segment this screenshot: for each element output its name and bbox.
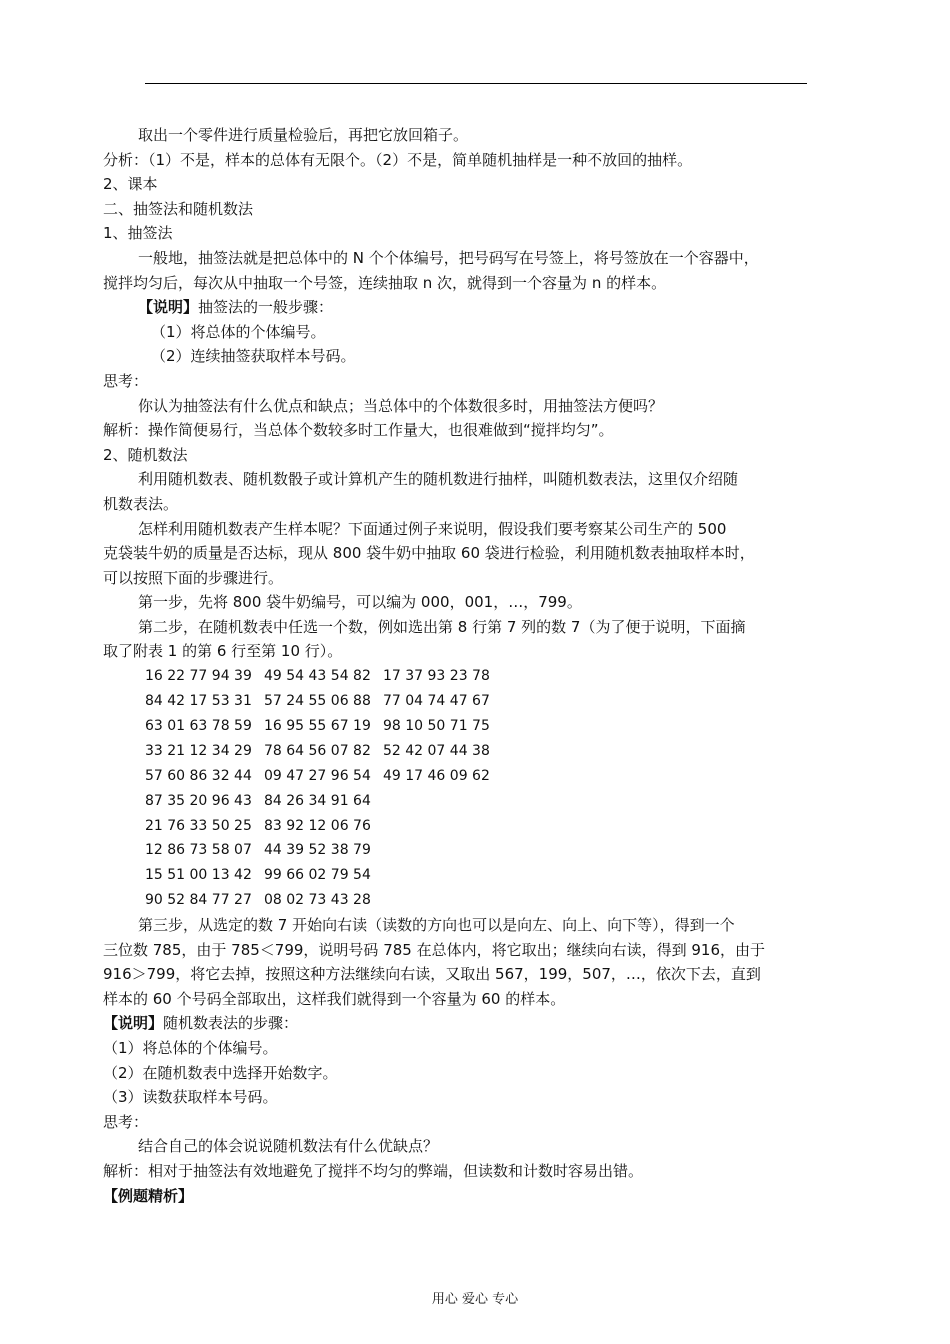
table-cell: 63 01 63 78 59 [145, 717, 252, 734]
random-number-table [145, 664, 502, 913]
table-row [145, 863, 502, 888]
table-cell: 15 51 00 13 42 [145, 867, 252, 884]
note-text: 抽签法的一般步骤： [198, 298, 334, 317]
table-cell [383, 838, 502, 863]
step-three-line: 三位数 785，由于 785＜799，说明号码 785 在总体内，将它取出；继续向右读，得到 916，由于 [103, 940, 765, 959]
section-textbook: 2、课本 [103, 175, 158, 194]
table-row [145, 664, 502, 689]
table-cell: 83 92 12 06 76 [264, 817, 371, 834]
random-paragraph-line: 可以按照下面的步骤进行。 [103, 568, 284, 587]
table-cell: 87 35 20 96 43 [145, 792, 252, 809]
random-paragraph-line: 机数表法。 [103, 494, 179, 513]
table-cell [383, 888, 502, 913]
table-cell [383, 789, 502, 814]
random-paragraph-line: 怎样利用随机数表产生样本呢？下面通过例子来说明，假设我们要考察某公司生产的 500 [138, 519, 727, 538]
analysis-paragraph: 分析：（1）不是，样本的总体有无限个。（2）不是，简单随机抽样是一种不放回的抽样。 [103, 150, 693, 169]
table-cell: 84 26 34 91 64 [264, 792, 371, 809]
table-row [145, 764, 502, 789]
lottery-step: （1）将总体的个体编号。 [151, 322, 326, 341]
table-row [145, 888, 502, 913]
table-cell: 21 76 33 50 25 [145, 817, 252, 834]
random-step: （3）读数获取样本号码。 [103, 1088, 278, 1107]
table-cell: 09 47 27 96 54 [264, 767, 371, 784]
lottery-heading: 1、抽签法 [103, 224, 173, 243]
table-cell: 12 86 73 58 07 [145, 842, 252, 859]
step-three-line: 916＞799，将它去掉，按照这种方法继续向右读，又取出 567，199，507，…，依次下去，直到 [103, 965, 761, 984]
lottery-definition-line: 搅拌均匀后，每次从中抽取一个号签，连续抽取 n 次，就得到一个容量为 n 的样本。 [103, 273, 667, 292]
intro-line: 取出一个零件进行质量检验后，再把它放回箱子。 [138, 126, 469, 144]
table-cell: 84 42 17 53 31 [145, 693, 252, 710]
random-step: （2）在随机数表中选择开始数字。 [103, 1063, 338, 1082]
example-heading [103, 1184, 823, 1209]
step-two-line: 取了附表 1 的第 6 行至第 10 行）。 [103, 642, 343, 661]
lottery-step: （2）连续抽签获取样本号码。 [151, 347, 356, 366]
table-cell: 16 95 55 67 19 [264, 717, 371, 734]
table-cell: 49 17 46 09 62 [383, 767, 490, 784]
note-tag: 【说明】 [103, 1014, 164, 1033]
table-row [145, 689, 502, 714]
random-paragraph-line: 利用随机数表、随机数骰子或计算机产生的随机数进行抽样，叫随机数表法，这里仅介绍随 [138, 470, 739, 489]
table-row [145, 739, 502, 764]
table-cell: 90 52 84 77 27 [145, 892, 252, 909]
section-title: 二、抽签法和随机数法 [103, 199, 254, 218]
table-row [145, 789, 502, 814]
step-two-line: 第二步，在随机数表中任选一个数，例如选出第 8 行第 7 列的数 7（为了便于说明，下面摘 [138, 617, 746, 636]
random-heading: 2、随机数法 [103, 445, 188, 464]
step-three-line: 第三步，从选定的数 7 开始向右读（读数的方向也可以是向左、向上、向下等），得到一个 [138, 915, 735, 934]
table-cell: 52 42 07 44 38 [383, 742, 490, 759]
note-text: 随机数表法的步骤： [163, 1014, 299, 1033]
random-step: （1）将总体的个体编号。 [103, 1038, 278, 1057]
table-cell: 08 02 73 43 28 [264, 892, 371, 909]
think-answer: 解析：相对于抽签法有效地避免了搅拌不均匀的弊端，但读数和计数时容易出错。 [103, 1161, 644, 1180]
table-cell: 98 10 50 71 75 [383, 717, 490, 734]
header-rule [145, 83, 807, 84]
note-tag: 【说明】 [138, 298, 199, 317]
document-body [103, 123, 823, 1208]
table-cell: 44 39 52 38 79 [264, 842, 371, 859]
step-one: 第一步，先将 800 袋牛奶编号，可以编为 000，001，…，799。 [138, 593, 582, 612]
table-cell: 33 21 12 34 29 [145, 742, 252, 759]
think-label: 思考： [103, 371, 149, 390]
table-cell: 57 60 86 32 44 [145, 767, 252, 784]
table-row [145, 714, 502, 739]
random-note [103, 1011, 823, 1036]
table-cell: 57 24 55 06 88 [264, 693, 371, 710]
think-question: 结合自己的体会说说随机数法有什么优缺点？ [138, 1137, 439, 1156]
table-cell [383, 863, 502, 888]
lottery-definition-line: 一般地，抽签法就是把总体中的 N 个个体编号，把号码写在号签上，将号签放在一个容器中， [138, 248, 759, 267]
example-heading-text: 【例题精析】 [103, 1186, 194, 1205]
step-three-line: 样本的 60 个号码全部取出，这样我们就得到一个容量为 60 的样本。 [103, 989, 566, 1008]
table-row [145, 838, 502, 863]
think-question: 你认为抽签法有什么优点和缺点；当总体中的个体数很多时，用抽签法方便吗？ [138, 396, 664, 415]
lottery-note [103, 295, 823, 320]
think-label: 思考： [103, 1112, 149, 1131]
random-paragraph-line: 克袋装牛奶的质量是否达标，现从 800 袋牛奶中抽取 60 袋进行检验，利用随机数表抽取样本时， [103, 544, 755, 563]
page-footer: 用心 爱心 专心 [431, 1292, 519, 1307]
table-cell: 17 37 93 23 78 [383, 668, 490, 685]
table-cell: 77 04 74 47 67 [383, 693, 490, 710]
table-row [145, 813, 502, 838]
table-cell [383, 813, 502, 838]
table-cell: 99 66 02 79 54 [264, 867, 371, 884]
table-cell: 78 64 56 07 82 [264, 742, 371, 759]
think-answer: 解析：操作简便易行，当总体个数较多时工作量大，也很难做到“搅拌均匀”。 [103, 421, 614, 440]
table-cell: 16 22 77 94 39 [145, 668, 252, 685]
table-cell: 49 54 43 54 82 [264, 668, 371, 685]
